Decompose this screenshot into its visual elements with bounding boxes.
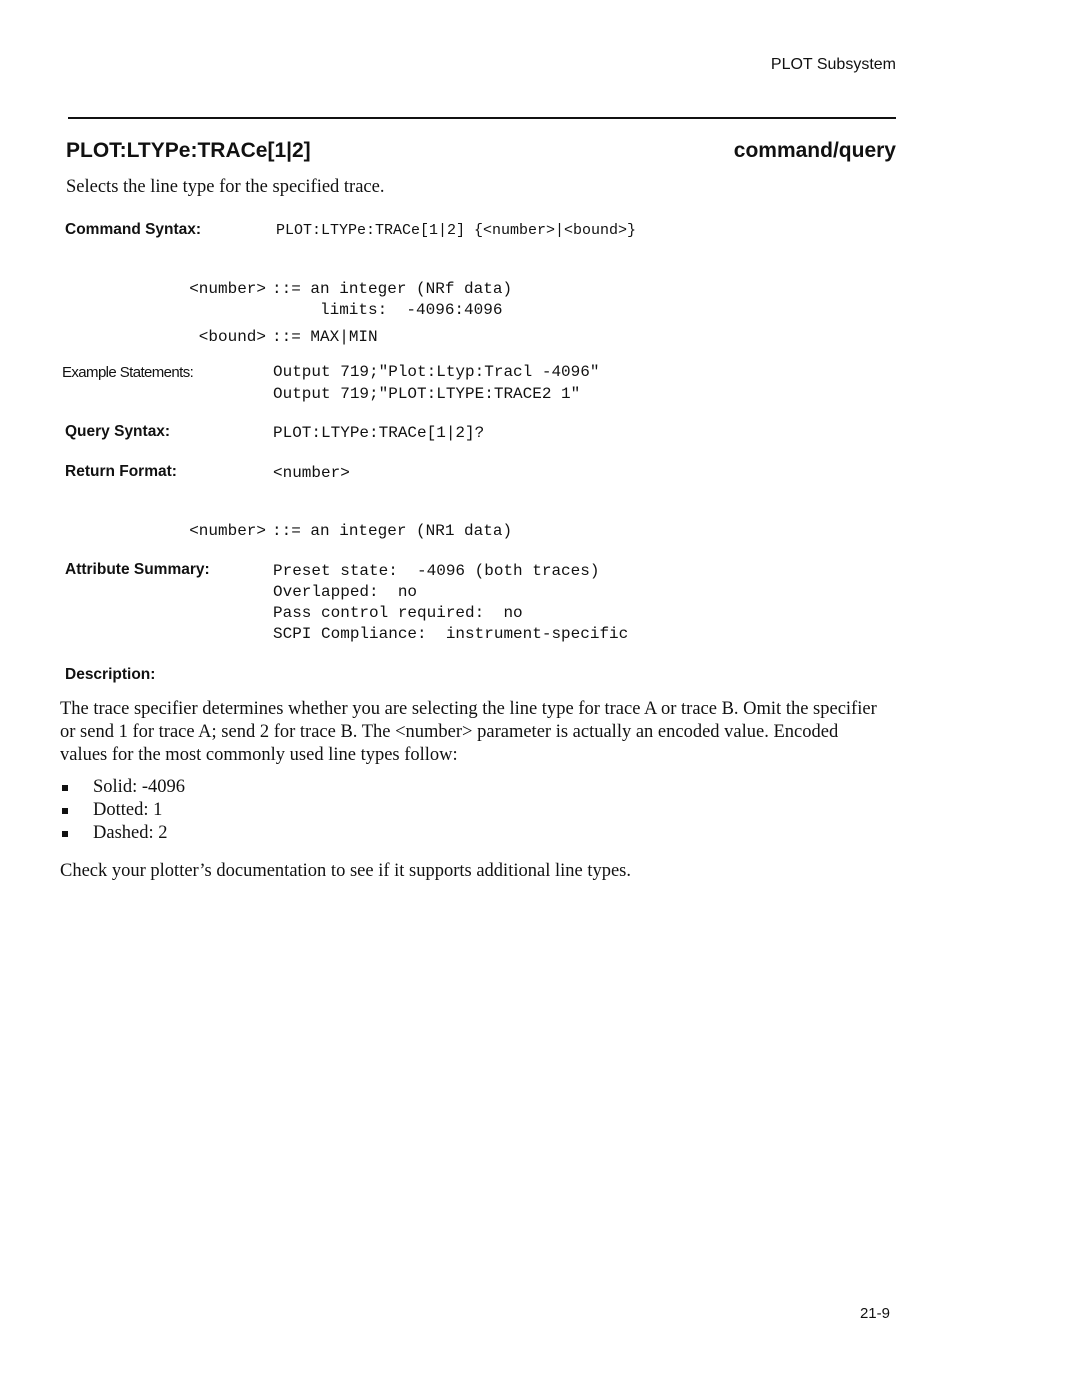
attribute-line: Overlapped: no [273,583,418,601]
command-syntax-label: Command Syntax: [65,221,202,238]
example-statement: Output 719;"Plot:Ltyp:Tracl -4096" [273,363,600,381]
attribute-summary-label: Attribute Summary: [65,561,210,578]
description-paragraph: The trace specifier determines whether you are selecting the line type for trace A or trace B. Omit the specifier or send 1 for trace A; send 2 for trace B. The <number> parameter is actually an encoded value. Encoded values for the most commonly used line types follow: [60,699,877,765]
description-label: Description: [65,666,156,683]
list-item: Dashed: 2 [60,822,185,845]
list-item: Solid: -4096 [60,776,185,799]
bullet-icon [62,808,68,814]
command-syntax: PLOT:LTYPe:TRACe[1|2] {<number>|<bound>} [276,222,637,239]
page-number: 21-9 [859,1305,890,1322]
query-syntax: PLOT:LTYPe:TRACe[1|2]? [273,424,485,442]
attribute-line: Preset state: -4096 (both traces) [273,562,600,580]
description-closing: Check your plotter’s documentation to see if it supports additional line types. [60,861,631,881]
command-summary: Selects the line type for the specified trace. [66,177,385,197]
query-syntax-label: Query Syntax: [65,423,171,440]
list-item: Dotted: 1 [60,799,185,822]
running-head: PLOT Subsystem [770,56,896,73]
number-limits: limits: -4096:4096 [320,301,503,319]
command-type: command/query [733,139,896,162]
return-number-definition: ::= an integer (NR1 data) [272,522,513,540]
example-statements-label: Example Statements: [62,364,194,381]
return-format-value: <number> [273,464,350,482]
return-format-label: Return Format: [65,463,177,480]
attribute-line: SCPI Compliance: instrument-specific [273,625,629,643]
example-statement: Output 719;"PLOT:LTYPE:TRACE2 1" [273,385,581,403]
attribute-line: Pass control required: no [273,604,523,622]
line-type-list [60,776,185,845]
number-term: <number> [189,280,266,298]
bullet-icon [62,785,68,791]
return-number-term: <number> [189,522,266,540]
bound-term: <bound> [198,328,266,346]
command-title: PLOT:LTYPe:TRACe[1|2] [66,139,311,162]
number-definition: ::= an integer (NRf data) [272,280,513,298]
header-rule [68,117,896,119]
bullet-icon [62,831,68,837]
bound-definition: ::= MAX|MIN [272,328,378,346]
